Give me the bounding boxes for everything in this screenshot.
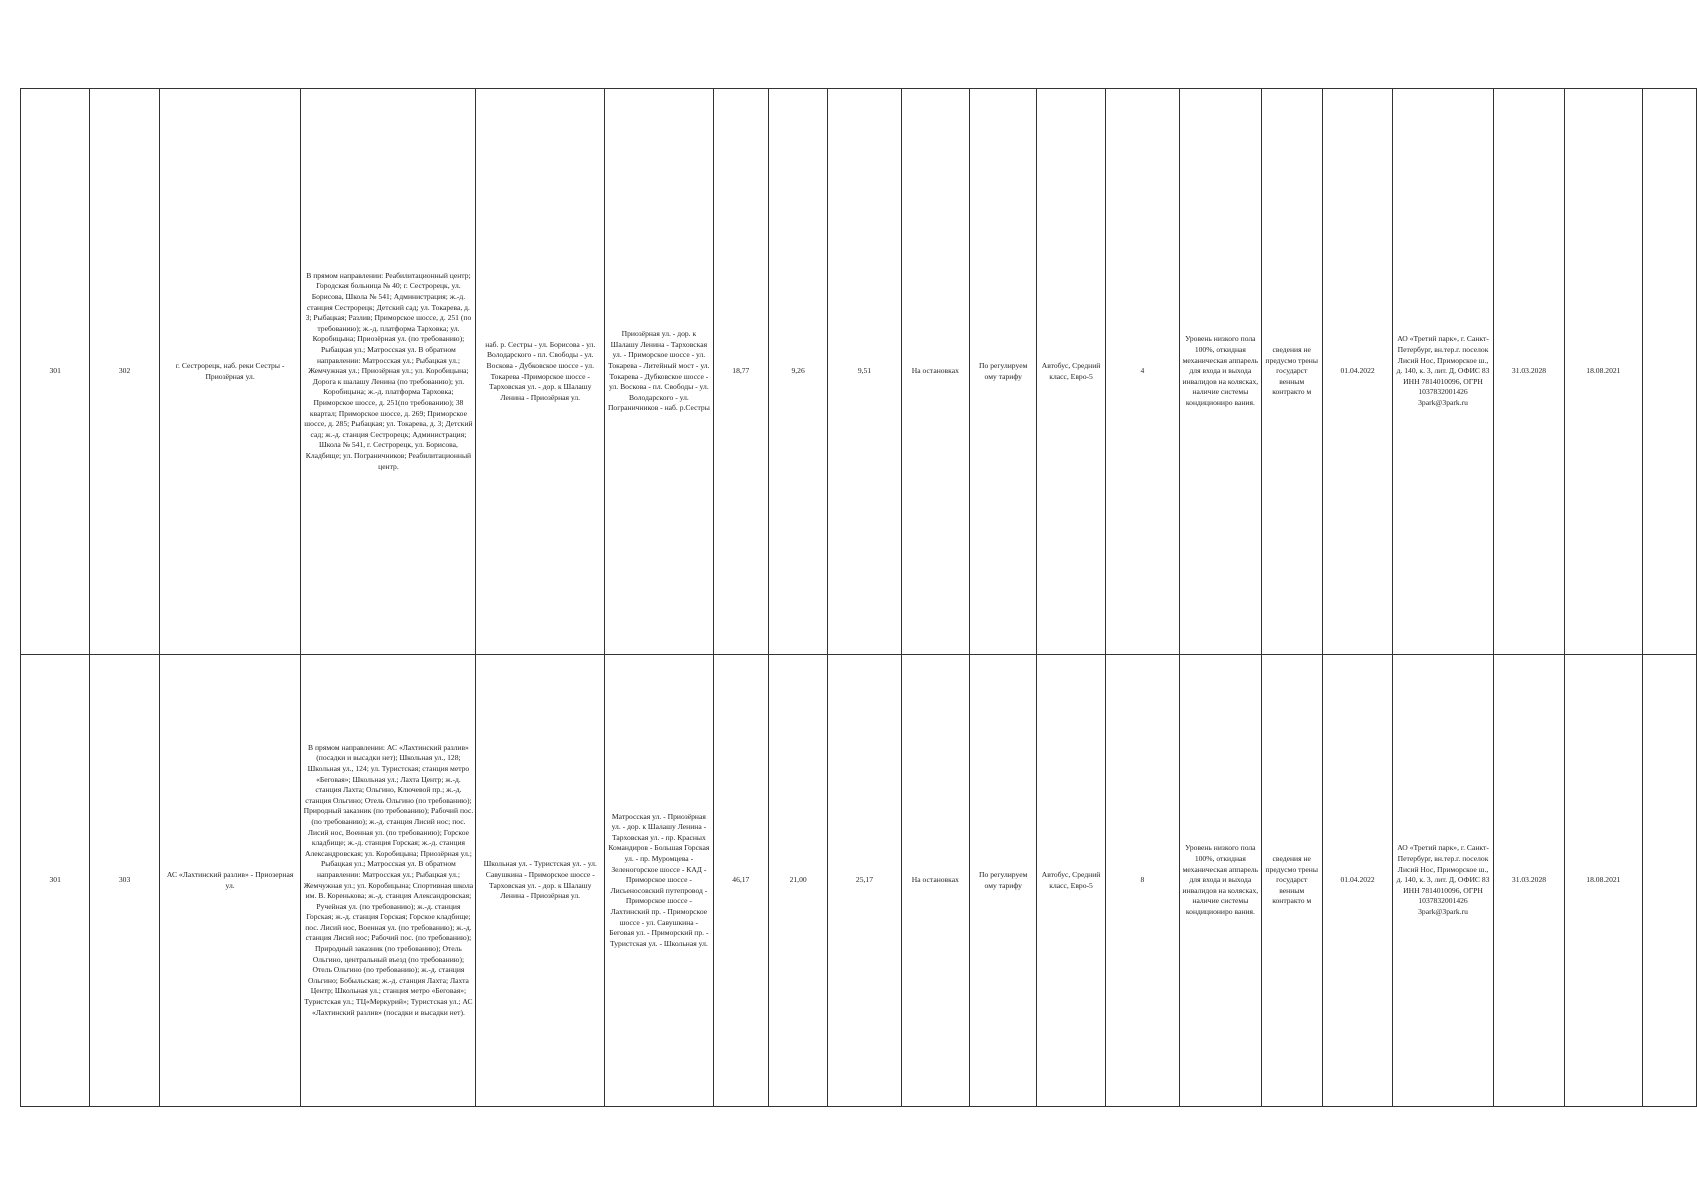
stops-cell: В прямом направлении: Реабилитационный центр; Городская больница № 40; г. Сестрорецк, ул. Борисова, Школа № 541; Администрация; ж.-д. станция Сестрорецк; Детский сад; ул. Токарева, д. 3; Рыбацкая; Разлив; Приморское шоссе, д. 251 (по требованию); ж.-д. платформа Тарховка; ул. Коробицына; Приозёрная ул. (по требованию); Рыбацкая ул.; Матросская ул. В обратном направлении: Матросская ул.; Рыбацкая ул.; Жемчужная ул.; Приозёрная ул.; ул. Коробицына; Дорога к шалашу Ленина (по требованию); ул. Коробицына; ж.-д. платформа Тарховка; Приморское шоссе, д. 251(по требованию); 38 квартал; Приморское шоссе, д. 269; Приморское шоссе, д. 285; Рыбацкая; ул. Токарева, д. 3; Детский сад; ж.-д. станция Сестрорецк; Администрация; Школа № 541, г. Сестрорецк, ул. Борисова, Кладбище; ул. Пограничников; Реабилитационный центр. <box>301 89 476 655</box>
length-forward-cell: 21,00 <box>768 655 827 1107</box>
contract-cell: сведения не предусмо трены государст венным контракто м <box>1261 655 1322 1107</box>
length-back-cell: 9,51 <box>828 89 901 655</box>
vehicle-count-cell: 4 <box>1105 89 1179 655</box>
length-forward-cell: 9,26 <box>768 89 827 655</box>
route-name-cell: АС «Лахтинский разлив» - Приозерная ул. <box>159 655 301 1107</box>
vehicle-count-cell: 8 <box>1105 655 1179 1107</box>
record-date-cell: 18.08.2021 <box>1565 655 1642 1107</box>
reg-number-cell: 301 <box>21 655 90 1107</box>
streets-back-cell: Матросская ул. - Приозёрная ул. - дор. к Шалашу Ленина - Тарховская ул. - пр. Красных Командиров - Большая Горская ул. - пр. Муромцева - Зеленогорское шоссе - КАД - Приморское шоссе - Лисьеносовский путепровод - Приморское шоссе - Лахтинский пр. - Приморское шоссе - ул. Савушкина - Беговая ул. - Приморский пр. - Туристская ул. - Школьная ул. <box>605 655 714 1107</box>
stops-cell: В прямом направлении: АС «Лахтинский разлив» (посадки и высадки нет); Школьная ул., 128; Школьная ул., 124; ул. Туристская; станция метро «Беговая»; Школьная ул.; Лахта Центр; ж.-д. станция Лахта; Ольгино, Ключевой пр.; ж.-д. станция Ольгино; Отель Ольгино (по требованию); Природный заказник (по требованию); Рабочий пос. (по требованию); ж.-д. станция Лисий нос; пос. Лисий нос, Военная ул. (по требованию); Горское кладбище; ж.-д. станция Горская; ж.-д. станция Александровская; ул. Коробицына; Приозёрная ул.; Рыбацкая ул.; Матросская ул. В обратном направлении: Матросская ул.; Рыбацкая ул.; Жемчужная ул.; ул. Коробицына; Спортивная школа им. В. Коренькова; ж.-д. станция Александровская; Ручейная ул. (по требованию); ж.-д. станция Горская; ж.-д. станция Горская; Горское кладбище; пос. Лисий нос, Военная ул. (по требованию); ж.-д. станция Лисий нос; Рабочий пос. (по требованию); Природный заказник (по требованию); Отель Ольгино, центральный въезд (по требованию); Отель Ольгино (по требованию); ж.-д. станция Ольгино; Бобыльская; ж.-д. станция Лахта; Лахта Центр; Школьная ул.; станция метро «Беговая»; Туристская ул.; ТЦ«Меркурий»; Туристская ул.; АС «Лахтинский разлив» (посадки и высадки нет). <box>301 655 476 1107</box>
record-date-cell: 18.08.2021 <box>1565 89 1642 655</box>
vehicle-cell: Автобус, Средний класс, Евро-5 <box>1037 655 1105 1107</box>
carrier-cell: АО «Третий парк», г. Санкт-Петербург, вн.тер.г. поселок Лисий Нос, Приморское ш., д. 140, к. 3, лит. Д, ОФИС 83 ИНН 7814010096, ОГРН 1037832001426 3park@3park.ru <box>1393 89 1494 655</box>
vehicle-cell: Автобус, Средний класс, Евро-5 <box>1037 89 1105 655</box>
length-back-cell: 25,17 <box>828 655 901 1107</box>
empty-cell <box>1642 655 1696 1107</box>
features-cell: Уровень низкого пола 100%, откидная механическая аппарель для входа и выхода инвалидов на колясках, наличие системы кондициониро вания. <box>1180 655 1261 1107</box>
stop-order-cell: На остановках <box>901 89 969 655</box>
reg-number-cell: 301 <box>21 89 90 655</box>
tariff-cell: По регулируем ому тарифу <box>970 89 1037 655</box>
contract-cell: сведения не предусмо трены государст венным контракто м <box>1261 89 1322 655</box>
carrier-cell: АО «Третий парк», г. Санкт-Петербург, вн.тер.г. поселок Лисий Нос, Приморское ш., д. 140, к. 3, лит. Д, ОФИС 83 ИНН 7814010096, ОГРН 1037832001426 3park@3park.ru <box>1393 655 1494 1107</box>
route-number-cell: 302 <box>90 89 159 655</box>
empty-cell <box>1642 89 1696 655</box>
end-date-cell: 31.03.2028 <box>1493 655 1564 1107</box>
tariff-cell: По регулируем ому тарифу <box>970 655 1037 1107</box>
start-date-cell: 01.04.2022 <box>1322 89 1392 655</box>
features-cell: Уровень низкого пола 100%, откидная механическая аппарель для входа и выхода инвалидов на колясках, наличие системы кондициониро вания. <box>1180 89 1261 655</box>
start-date-cell: 01.04.2022 <box>1322 655 1392 1107</box>
streets-forward-cell: Школьная ул. - Туристская ул. - ул. Савушкина - Приморское шоссе - Тарховская ул. - дор. к Шалашу Ленина - Приозёрная ул. <box>476 655 605 1107</box>
stop-order-cell: На остановках <box>901 655 969 1107</box>
route-number-cell: 303 <box>90 655 159 1107</box>
length-total-cell: 18,77 <box>713 89 768 655</box>
table-row <box>21 655 1697 1107</box>
table-row <box>21 89 1697 655</box>
routes-register-table <box>20 88 1697 1107</box>
route-name-cell: г. Сестрорецк, наб. реки Сестры - Приозёрная ул. <box>159 89 301 655</box>
streets-back-cell: Приозёрная ул. - дор. к Шалашу Ленина - Тарховская ул. - Приморское шоссе - ул. Токарева - Литейный мост - ул. Токарева - Дубковское шоссе - ул. Воскова - пл. Свободы - ул. Володарского - ул. Пограничников - наб. р.Сестры <box>605 89 714 655</box>
length-total-cell: 46,17 <box>713 655 768 1107</box>
end-date-cell: 31.03.2028 <box>1493 89 1564 655</box>
streets-forward-cell: наб. р. Сестры - ул. Борисова - ул. Володарского - пл. Свободы - ул. Воскова - Дубковское шоссе - ул. Токарева -Приморское шоссе - Тарховская ул. - дор. к Шалашу Ленина - Приозёрная ул. <box>476 89 605 655</box>
